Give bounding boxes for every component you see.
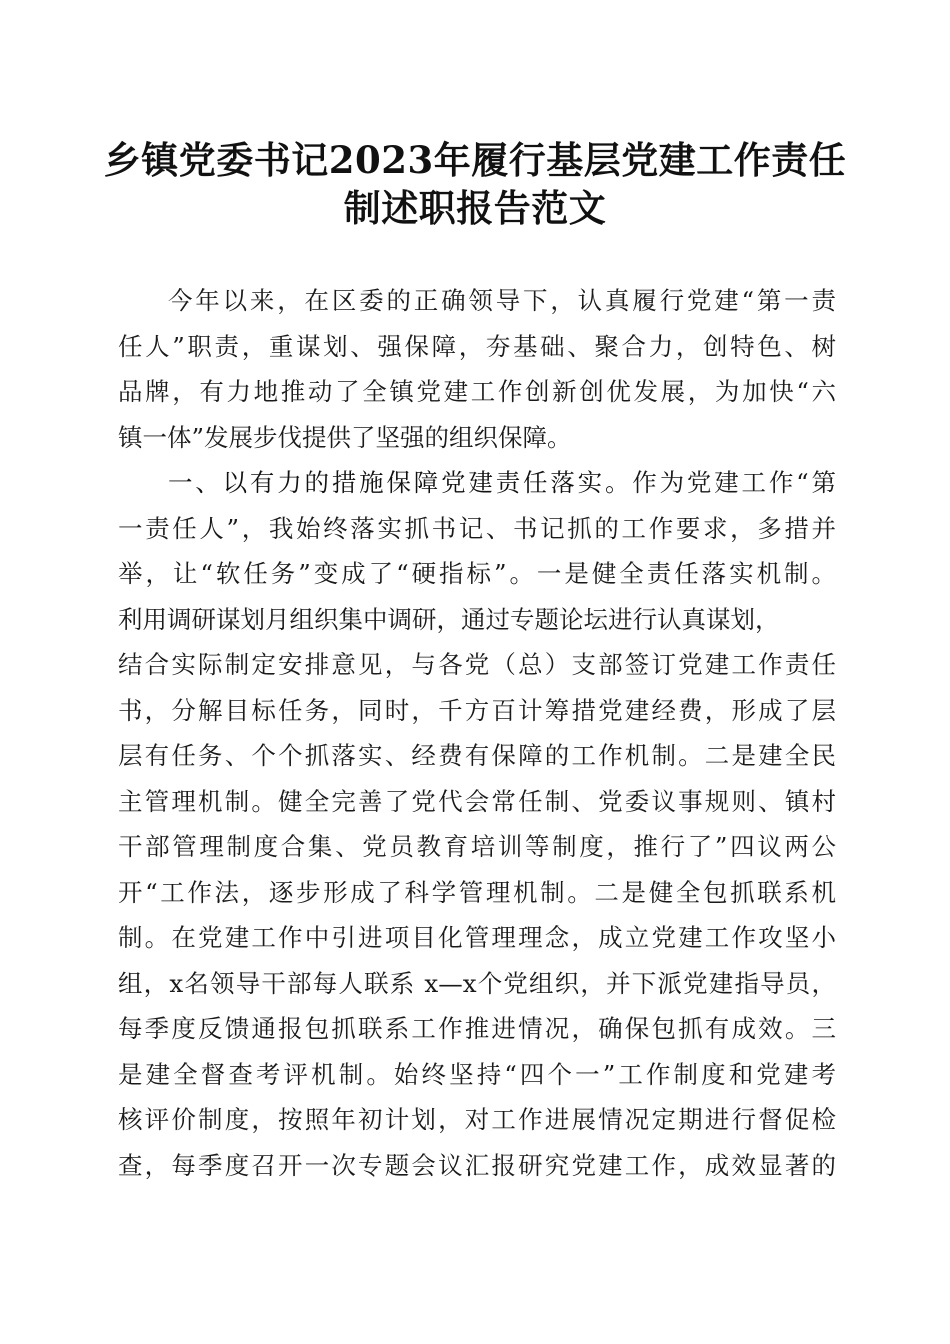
paragraph-line: 是建全督查考评机制。始终坚持“四个一”工作制度和党建考 (118, 1059, 836, 1089)
paragraph-line: 制。在党建工作中引进项目化管理理念，成立党建工作攻坚小 (118, 923, 836, 952)
paragraph-line: 今年以来，在区委的正确领导下，认真履行党建“第一责 (168, 286, 836, 315)
paragraph-line: 干部管理制度合集、党员教育培训等制度，推行了”四议两公 (118, 832, 836, 861)
document-title (100, 136, 850, 232)
paragraph-line: 核评价制度，按照年初计划，对工作进展情况定期进行督促检 (118, 1105, 836, 1134)
paragraph-line: 一责任人”，我始终落实抓书记、书记抓的工作要求，多措并 (118, 513, 836, 543)
paragraph-line: 举，让“软任务”变成了“硬指标”。一是健全责任落实机制。 (118, 559, 836, 588)
paragraph-line: 任人”职责，重谋划、强保障，夯基础、聚合力，创特色、树 (118, 331, 836, 361)
paragraph-line: 镇一体”发展步伐提供了坚强的组织保障。 (118, 422, 572, 452)
section-heading: 一、以有力的措施保障党建责任落实。 (168, 468, 633, 497)
paragraph-line: 查，每季度召开一次专题会议汇报研究党建工作，成效显著的 (118, 1150, 836, 1180)
paragraph-line: 每季度反馈通报包抓联系工作推进情况，确保包抓有成效。三 (118, 1014, 836, 1043)
paragraph-line: 结合实际制定安排意见，与各党（总）支部签订党建工作责任 (118, 650, 836, 679)
section-1-paragraph (118, 460, 836, 1188)
title-line: 乡镇党委书记2023年履行基层党建工作责任 (103, 138, 847, 182)
paragraph-line: 主管理机制。健全完善了党代会常任制、党委议事规则、镇村 (118, 786, 836, 816)
intro-paragraph (118, 278, 836, 460)
paragraph-line: 层有任务、个个抓落实、经费有保障的工作机制。二是建全民 (118, 741, 836, 770)
document-body (118, 278, 836, 1188)
paragraph-line: 书，分解目标任务，同时，千方百计筹措党建经费，形成了层 (118, 695, 836, 725)
paragraph-line: 开“工作法，逐步形成了科学管理机制。二是健全包抓联系机 (118, 877, 836, 907)
paragraph-line: 组，x名领导干部每人联系 x—x个党组织，并下派党建指导员， (118, 968, 836, 998)
section-text: 作为党建工作“第 (632, 468, 836, 497)
paragraph-line (118, 460, 836, 506)
title-line: 制述职报告范文 (343, 186, 607, 230)
paragraph-line: 品牌，有力地推动了全镇党建工作创新创优发展，为加快“六 (118, 377, 836, 406)
paragraph-line: 利用调研谋划月组织集中调研，通过专题论坛进行认真谋划， (118, 604, 780, 634)
